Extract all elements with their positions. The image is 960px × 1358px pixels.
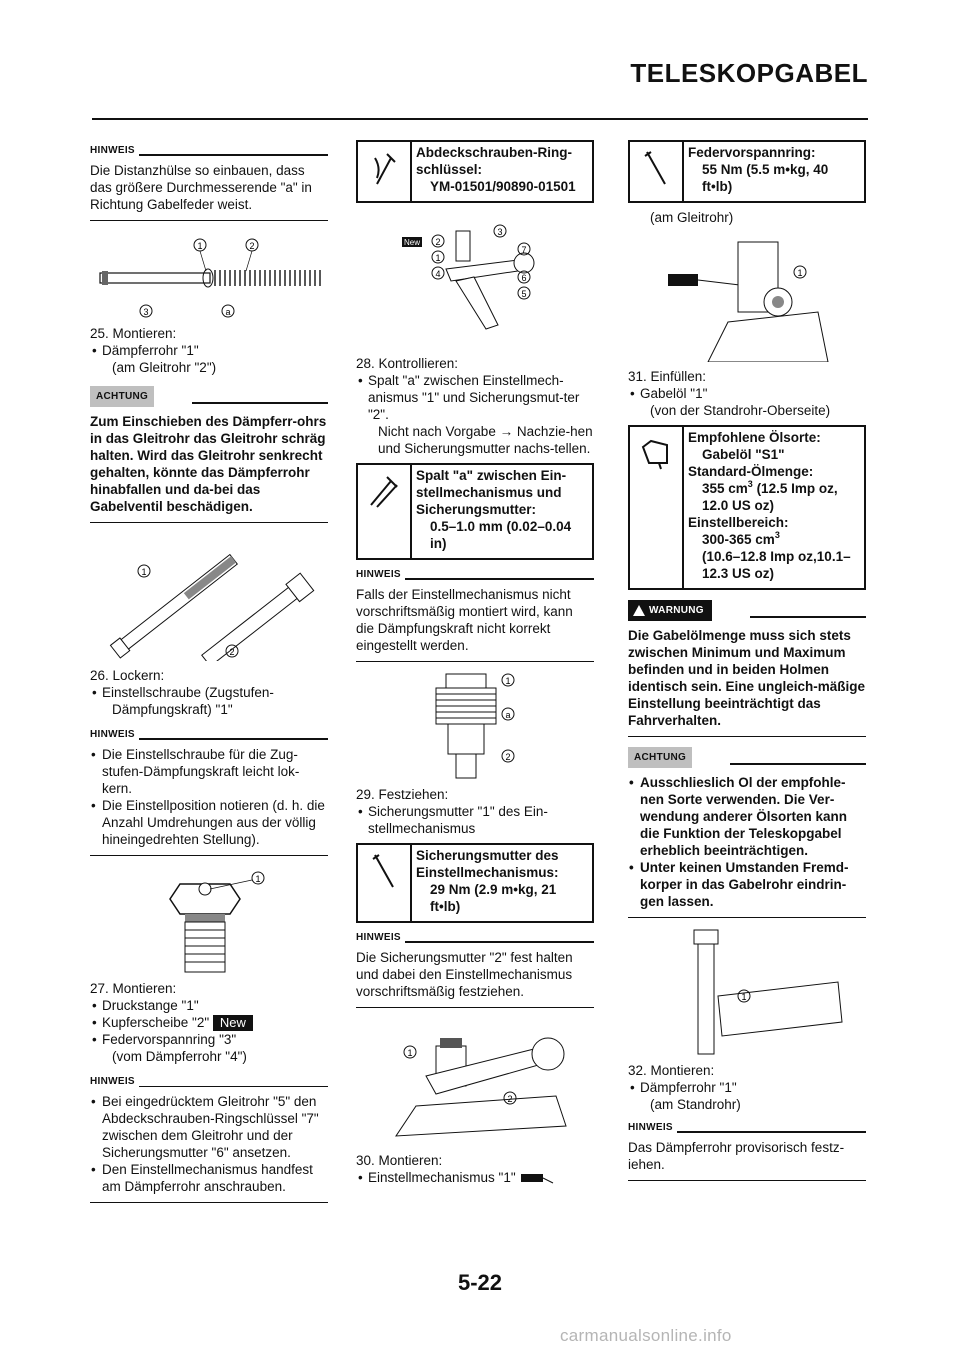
svg-text:2: 2 (249, 241, 255, 251)
step-27-item: • Federvorspannring "3" (90, 1031, 328, 1048)
step-31-item: • Gabelöl "1" (628, 385, 866, 402)
step-26-item-cont: Dämpfungskraft) "1" (112, 702, 233, 717)
torque-box: Sicherungsmutter des Einstellmechanismus: 29 Nm (2.9 m•kg, 21 ft•lb) (356, 843, 594, 923)
step-28-note: Nicht nach Vorgabe → Nachzie-hen und Sicherungsmutter nachs-tellen. (378, 424, 593, 456)
header-rule (92, 118, 868, 120)
spacer-figure (90, 229, 328, 319)
svg-text:7: 7 (521, 245, 527, 255)
note-item: • Die Einstellposition notieren (d. h. die Anzahl Umdrehungen aus der völlig hineingedrehten Stellung). (90, 797, 328, 848)
note-text: Falls der Einstellmechanismus nicht vorschriftsmäßig montiert wird, kann die Dämpfungskraft nicht korrekt eingestellt werden. (356, 583, 594, 662)
step-29: 29. Festziehen: (356, 787, 449, 802)
step-27-item: • Kupferscheibe "2" New (90, 1014, 328, 1031)
caution-text: Zum Einschieben des Dämpferr-ohrs in das Gleitrohr das Gleitrohr schräg halten. Wird das Gleitrohr senkrecht gehalten, könnte das Dämpferrohr hinabfallen und da-bei das Gabelventil beschädigen. (90, 407, 328, 523)
page-title: TELESKOPGABEL (630, 58, 868, 88)
page-number: 5-22 (457, 1270, 503, 1295)
svg-text:5: 5 (521, 289, 527, 299)
step-27-note: (vom Dämpferrohr "4") (112, 1049, 247, 1065)
column-2 (356, 140, 594, 1186)
svg-text:a: a (505, 710, 511, 720)
oil-can-icon (630, 427, 684, 588)
warning-header: WARNUNG (628, 600, 866, 621)
warning-icon (633, 605, 645, 616)
step-29-item: • Sicherungsmutter "1" des Ein-stellmechanismus (356, 803, 594, 837)
warning-text: Die Gabelölmenge muss sich stets zwischen Minimum und Maximum befinden und in beiden Holmen identisch sein. Eine ungleich-mäßige Einstellung beeinträchtigt das Fahrverhalten. (628, 621, 866, 737)
ring-wrench-figure (356, 209, 594, 349)
adjuster-figure (90, 864, 328, 974)
step-32: 32. Montieren: (628, 1063, 715, 1078)
step-25-item: • Dämpferrohr "1" (90, 342, 328, 359)
tool-box: Abdeckschrauben-Ring-schlüssel: YM-01501/90890-01501 (356, 140, 594, 203)
step-31-note: (von der Standrohr-Oberseite) (650, 403, 831, 418)
svg-text:3: 3 (497, 227, 503, 237)
spec-box: Spalt "a" zwischen Ein-stellmechanismus und Sicherungsmutter: 0.5–1.0 mm (0.02–0.04 in) (356, 463, 594, 560)
note-list (90, 1090, 328, 1203)
svg-text:3: 3 (143, 307, 149, 317)
step-27-item: • Druckstange "1" (90, 997, 328, 1014)
note-text: Das Dämpferrohr provisorisch festz-iehen. (628, 1136, 866, 1181)
note-header: HINWEIS (90, 726, 328, 743)
caution-list (628, 768, 866, 918)
column-3 (628, 140, 866, 1189)
tool-mini-icon (519, 1171, 555, 1185)
svg-text:1: 1 (255, 874, 261, 884)
svg-text:2: 2 (505, 752, 511, 762)
step-25-note: (am Gleitrohr "2") (112, 360, 217, 375)
svg-text:1: 1 (435, 253, 441, 263)
svg-text:1: 1 (197, 241, 203, 251)
caliper-icon (358, 465, 412, 558)
step-30-item: • Einstellmechanismus "1" (356, 1169, 594, 1186)
note-header: HINWEIS (356, 929, 594, 946)
step-28-item: • Spalt "a" zwischen Einstellmech-anismus "1" und Sicherungsmut-ter "2". (356, 372, 594, 423)
svg-text:1: 1 (141, 567, 147, 577)
svg-text:1: 1 (505, 676, 511, 686)
new-tag: New (213, 1015, 253, 1031)
damper-figure (90, 531, 328, 661)
note-header: HINWEIS (90, 142, 328, 159)
note-text: Die Sicherungsmutter "2" fest halten und dabei den Einstellmechanismus vorschriftsmäßig festziehen. (356, 946, 594, 1008)
svg-text:2: 2 (507, 1094, 513, 1104)
watermark: carmanualsonline.info (560, 1326, 732, 1345)
caution-header: ACHTUNG (90, 386, 328, 407)
svg-text:4: 4 (435, 269, 441, 279)
preload-figure (628, 232, 866, 362)
step-32-note: (am Standrohr) (650, 1097, 741, 1112)
note-header: HINWEIS (356, 566, 594, 583)
caution-item: • Unter keinen Umstanden Fremd-korper in das Gabelrohr eindrin-gen lassen. (628, 859, 866, 910)
note-header: HINWEIS (628, 1119, 866, 1136)
svg-text:2: 2 (435, 237, 441, 247)
note-list (90, 743, 328, 856)
caution-header: ACHTUNG (628, 747, 866, 768)
step-28: 28. Kontrollieren: (356, 356, 459, 371)
svg-text:1: 1 (741, 992, 747, 1002)
oil-spec-box: Empfohlene Ölsorte: Gabelöl "S1" Standard-Ölmenge: 355 $cm^3$ (12.5 Imp oz, 12.0 US oz) Einstellbereich: 300-365 $cm^3$ (10.6–12.8 Imp oz,10.1–12.3 US oz) (628, 425, 866, 590)
tighten-figure (356, 1016, 594, 1146)
note-item: • Den Einstellmechanismus handfest am Dämpferrohr anschrauben. (90, 1161, 328, 1195)
note-item: • Bei eingedrücktem Gleitrohr "5" den Abdeckschrauben-Ringschlüssel "7" zwischen dem Gleitrohr und der Sicherungsmutter "6" ansetzen. (90, 1093, 328, 1161)
step-27: 27. Montieren: (90, 981, 177, 996)
step-32-item: • Dämpferrohr "1" (628, 1079, 866, 1096)
caution-item: • Ausschlieslich Ol der empfohle-nen Sorte verwenden. Die Ver-wendung anderer Ölsorten kann die Funktion der Teleskopgabel erheblich beeinträchtigen. (628, 774, 866, 859)
damper-install-figure (628, 926, 866, 1056)
gap-figure (356, 670, 594, 780)
wrench-icon (358, 142, 412, 201)
torque-wrench-icon (630, 142, 684, 201)
step-25: 25. Montieren: (90, 326, 177, 341)
step-26-item: • Einstellschraube (Zugstufen- (90, 684, 328, 701)
torque-note: (am Gleitrohr) (650, 210, 734, 225)
svg-text:New: New (403, 238, 421, 247)
step-31: 31. Einfüllen: (628, 369, 707, 384)
svg-text:a: a (225, 307, 231, 317)
step-26: 26. Lockern: (90, 668, 165, 683)
step-30: 30. Montieren: (356, 1153, 443, 1168)
torque-wrench-icon (358, 845, 412, 921)
column-1 (90, 140, 328, 1211)
torque-box: Federvorspannring: 55 Nm (5.5 m•kg, 40 ft•lb) (628, 140, 866, 203)
note-header: HINWEIS (90, 1073, 328, 1090)
note-text: Die Distanzhülse so einbauen, dass das größere Durchmesserende "a" in Richtung Gabelfeder weist. (90, 159, 328, 221)
note-item: • Die Einstellschraube für die Zug-stufen-Dämpfungskraft leicht lok-kern. (90, 746, 328, 797)
svg-text:1: 1 (797, 268, 803, 278)
svg-text:6: 6 (521, 273, 527, 283)
svg-text:1: 1 (407, 1048, 413, 1058)
svg-text:2: 2 (229, 647, 235, 657)
